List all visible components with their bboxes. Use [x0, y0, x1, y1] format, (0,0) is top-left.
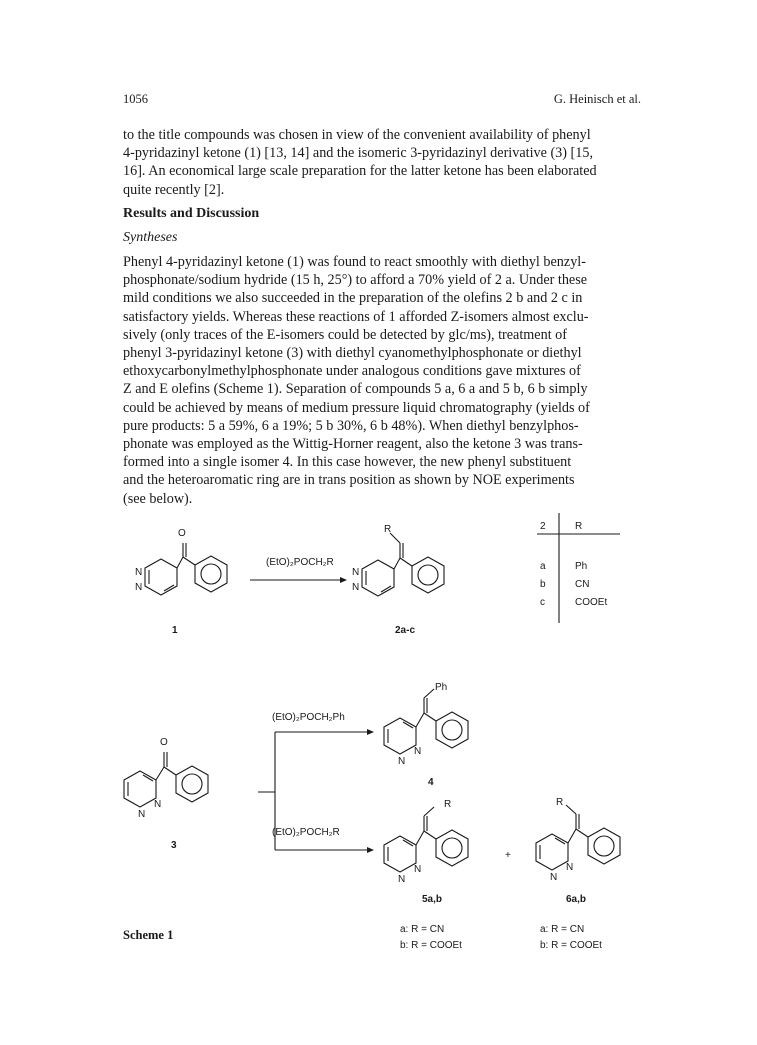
compound-4-structure	[384, 689, 468, 754]
atom-label: N	[398, 756, 406, 767]
table-cell: Ph	[575, 561, 588, 572]
compound-label-1: 1	[172, 625, 178, 636]
syntheses-paragraph	[123, 253, 641, 508]
compound-label-6: 6a,b	[566, 894, 587, 905]
compound-label-5: 5a,b	[422, 894, 443, 905]
reagent-label: (EtO)₂POCH₂R	[266, 557, 334, 568]
atom-label: N	[398, 874, 406, 885]
table-cell: b	[540, 579, 546, 590]
table-header: R	[575, 521, 583, 532]
compound-3-structure	[124, 752, 208, 807]
atom-label: O	[160, 737, 168, 748]
atom-label: N	[135, 567, 143, 578]
arrow-head	[340, 577, 347, 583]
intro-paragraph	[123, 126, 641, 199]
text-line: sively (only traces of the E-isomers could be detected by glc/ms), treatment of	[123, 326, 568, 343]
arrow-head	[367, 847, 374, 853]
atom-label: N	[138, 809, 146, 820]
atom-label: N	[566, 862, 574, 873]
text-line: ethoxycarbonylmethylphosphonate under analogous conditions gave mixtures of	[123, 363, 581, 380]
plus-sign: +	[505, 850, 511, 861]
table-cell: a	[540, 561, 546, 572]
text-line: Phenyl 4-pyridazinyl ketone (1) was found to react smoothly with diethyl benzyl-	[123, 254, 586, 270]
compound-5-structure	[384, 807, 468, 872]
text-line: formed into a single isomer 4. In this case however, the new phenyl substituent	[123, 454, 572, 471]
atom-label: N	[414, 864, 422, 875]
legend-line: a: R = CN	[400, 924, 445, 935]
text-line: satisfactory yields. Whereas these reactions of 1 afforded Z-isomers almost exclu-	[123, 308, 589, 325]
substituent-label: R	[384, 524, 392, 535]
text-line: quite recently [2].	[123, 181, 225, 198]
legend-line: b: R = COOEt	[540, 940, 602, 951]
arrow-head	[367, 729, 374, 735]
text-line: to the title compounds was chosen in view of the convenient availability of phenyl	[123, 127, 591, 143]
compound-6-structure	[536, 805, 620, 870]
text-line: pure products: 5 a 59%, 6 a 19%; 5 b 30%, 6 b 48%). When diethyl benzylphos-	[123, 417, 579, 434]
section-heading: Results and Discussion	[123, 206, 260, 221]
text-line: Z and E olefins (Scheme 1). Separation of compounds 5 a, 6 a and 5 b, 6 b simply	[123, 381, 588, 398]
text-line: 4-pyridazinyl ketone (1) [13, 14] and the isomeric 3-pyridazinyl derivative (3) [15,	[123, 145, 594, 162]
atom-label: N	[414, 746, 422, 757]
running-head: G. Heinisch et al.	[553, 92, 641, 106]
compound-label-4: 4	[428, 777, 434, 788]
reagent-label: (EtO)₂POCH₂R	[272, 827, 340, 838]
compound-label-2: 2a-c	[395, 625, 416, 636]
atom-label: N	[352, 582, 360, 593]
text-line: (see below).	[123, 490, 193, 507]
legend-line: a: R = CN	[540, 924, 585, 935]
text-line: phosphonate/sodium hydride (15 h, 25°) to afford a 70% yield of 2 a. Under these	[123, 272, 588, 289]
table-cell: CN	[575, 579, 590, 590]
substituent-label: R	[556, 797, 564, 808]
subsection-heading: Syntheses	[123, 230, 178, 245]
atom-label: N	[352, 567, 360, 578]
page-number: 1056	[123, 92, 148, 106]
table-cell: COOEt	[575, 597, 608, 608]
compound-label-3: 3	[171, 840, 177, 851]
substituent-label: Ph	[435, 682, 448, 693]
atom-label: N	[135, 582, 143, 593]
compound-2-structure	[362, 533, 444, 596]
scheme-caption: Scheme 1	[123, 928, 174, 942]
text-line: phonate was employed as the Wittig-Horner reagent, also the ketone 3 was trans-	[123, 436, 583, 453]
substituent-label: R	[444, 799, 452, 810]
text-line: could be achieved by means of medium pressure liquid chromatography (yields of	[123, 399, 590, 416]
table-header: 2	[540, 521, 546, 532]
text-line: phenyl 3-pyridazinyl ketone (3) with diethyl cyanomethylphosphonate or diethyl	[123, 345, 582, 362]
atom-label: N	[154, 799, 162, 810]
table-cell: c	[540, 597, 545, 608]
compound-1-structure	[145, 543, 227, 595]
text-line: and the heteroaromatic ring are in trans position as shown by NOE experiments	[123, 472, 575, 489]
text-line: 16]. An economical large scale preparation for the latter ketone has been elaborated	[123, 163, 597, 180]
text-line: mild conditions we also succeeded in the preparation of the olefins 2 b and 2 c in	[123, 290, 583, 307]
atom-label: O	[178, 528, 186, 539]
atom-label: N	[550, 872, 558, 883]
reagent-label: (EtO)₂POCH₂Ph	[272, 712, 345, 723]
reaction-scheme	[0, 505, 757, 951]
legend-line: b: R = COOEt	[400, 940, 462, 951]
